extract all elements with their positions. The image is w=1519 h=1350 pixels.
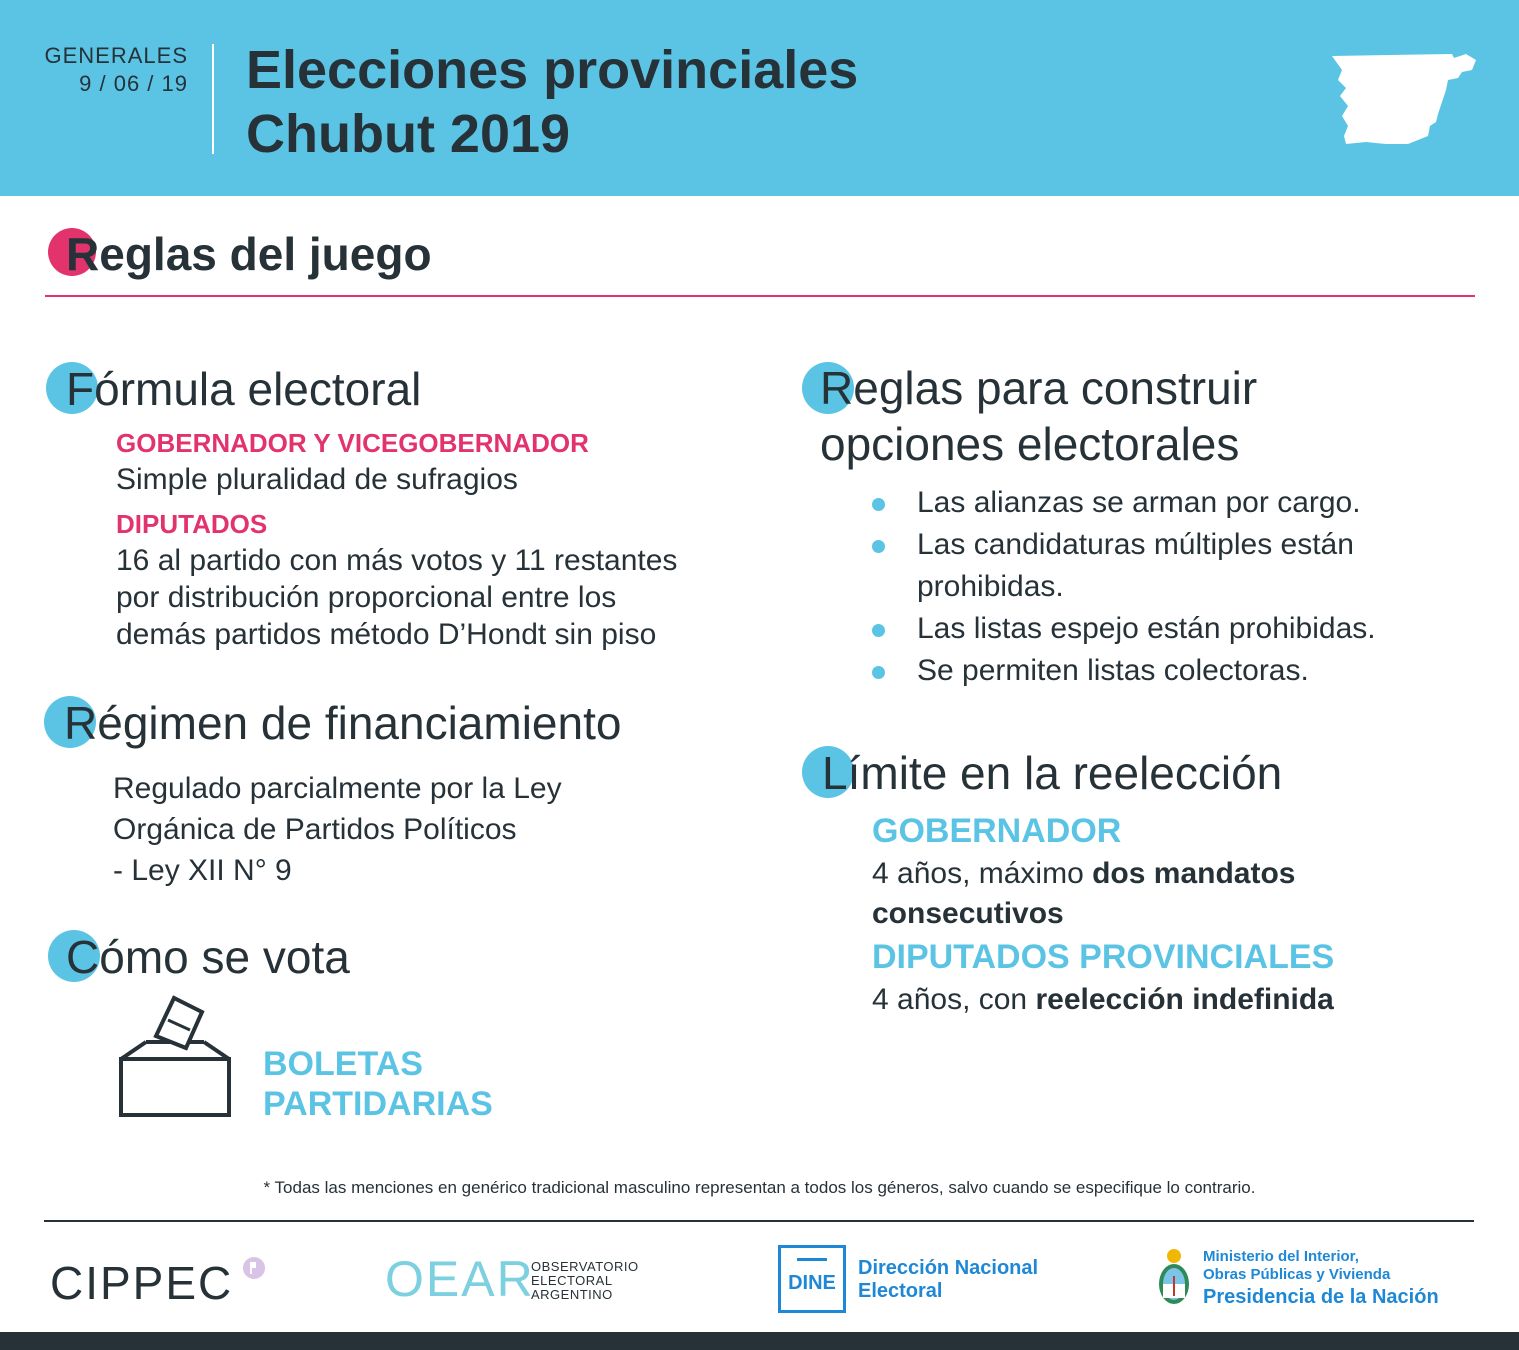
reelection-deputies-plain: 4 años, con xyxy=(872,983,1036,1016)
formula-deputies-line: demás partidos método D’Hondt sin piso xyxy=(116,618,657,651)
reelection-heading-initial: L xyxy=(822,747,848,799)
oear-logo xyxy=(385,1250,639,1308)
formula-heading-text: órmula electoral xyxy=(94,363,422,415)
oear-subtitle-line: OBSERVATORIO xyxy=(531,1259,639,1274)
list-item xyxy=(872,650,1472,692)
bullet-icon xyxy=(872,624,885,637)
coat-of-arms-icon xyxy=(1154,1246,1194,1310)
options-heading xyxy=(802,360,1402,476)
bottom-bar xyxy=(0,1332,1519,1350)
formula-governor-text: Simple pluralidad de sufragios xyxy=(116,463,518,496)
election-date: 9 / 06 / 19 xyxy=(79,71,188,96)
dine-logo-text: DINE xyxy=(788,1272,836,1294)
options-heading-text: eglas para construir xyxy=(853,362,1258,414)
financing-line: Regulado parcialmente por la Ley xyxy=(113,772,562,805)
footnote: * Todas las menciones en genérico tradicional masculino representan a todos los géneros, salvo cuando se especifique lo contrario. xyxy=(263,1178,1256,1197)
chubut-map-icon xyxy=(1326,50,1478,150)
ministry-name xyxy=(1203,1248,1439,1310)
oear-subtitle-line: ELECTORAL xyxy=(531,1273,613,1288)
reelection-deputies-bold: reelección indefinida xyxy=(1035,983,1334,1016)
reelection-governor-label: GOBERNADOR xyxy=(872,812,1122,850)
ministry-line: Ministerio del Interior, xyxy=(1203,1248,1359,1265)
formula-deputies-line: 16 al partido con más votos y 11 restantes xyxy=(116,544,678,577)
reelection-governor-plain: 4 años, máximo xyxy=(872,857,1093,890)
oear-logo-subtitle xyxy=(531,1260,671,1302)
list-item-text: Las listas espejo están prohibidas. xyxy=(917,612,1376,645)
header-banner xyxy=(0,0,1519,196)
list-item-text: prohibidas. xyxy=(917,570,1064,603)
reelection-heading-text: ímite en la reelección xyxy=(847,747,1283,799)
oear-logo-text: OEAR xyxy=(385,1251,535,1307)
reelection-governor-bold: dos mandatos xyxy=(1092,857,1296,890)
ministry-line: Presidencia de la Nación xyxy=(1203,1286,1439,1308)
list-item-text: Las candidaturas múltiples están xyxy=(917,528,1354,561)
options-list xyxy=(872,482,1472,692)
list-item-text: Las alianzas se arman por cargo. xyxy=(917,486,1361,519)
formula-deputies-line: por distribución proporcional entre los xyxy=(116,581,617,614)
voting-heading xyxy=(48,928,350,986)
financing-heading xyxy=(44,694,622,752)
cippec-logo xyxy=(50,1256,233,1310)
cippec-logo-text: CIPPEC xyxy=(50,1257,234,1309)
financing-heading-initial: R xyxy=(64,697,98,749)
financing-line: Orgánica de Partidos Políticos xyxy=(113,813,517,846)
cippec-badge-icon xyxy=(242,1256,266,1280)
title-line-1: Elecciones provinciales xyxy=(246,40,859,100)
election-type: GENERALES xyxy=(44,43,188,68)
election-date-block xyxy=(44,42,188,98)
list-item xyxy=(872,608,1472,650)
rules-divider xyxy=(45,295,1475,297)
reelection-deputies-text xyxy=(872,981,1432,1018)
reelection-deputies-label: DIPUTADOS PROVINCIALES xyxy=(872,938,1335,976)
dine-logo xyxy=(778,1245,846,1313)
oear-subtitle-line: ARGENTINO xyxy=(531,1287,613,1302)
dine-name xyxy=(858,1257,1038,1303)
options-heading-text-line2: opciones electorales xyxy=(820,418,1240,470)
financing-line: - Ley XII N° 9 xyxy=(113,854,292,887)
list-item xyxy=(872,524,1472,608)
header-divider xyxy=(212,44,214,154)
title-line-2: Chubut 2019 xyxy=(246,104,571,164)
ballot-type xyxy=(263,1044,493,1124)
financing-heading-text: égimen de financiamiento xyxy=(97,697,622,749)
formula-governor-label: GOBERNADOR Y VICEGOBERNADOR xyxy=(116,428,589,458)
dine-logo-bar xyxy=(797,1258,827,1261)
formula-heading xyxy=(46,360,422,418)
ministry-line: Obras Públicas y Vivienda xyxy=(1203,1266,1391,1283)
dine-name-line: Dirección Nacional xyxy=(858,1257,1039,1279)
rules-heading-text: eglas del juego xyxy=(99,228,432,280)
bullet-icon xyxy=(872,666,885,679)
page-title xyxy=(246,38,858,166)
list-item xyxy=(872,482,1472,524)
voting-heading-initial: C xyxy=(66,931,100,983)
ballot-type-line: PARTIDARIAS xyxy=(263,1085,493,1123)
reelection-governor-bold: consecutivos xyxy=(872,897,1064,930)
ballot-box-icon xyxy=(116,994,234,1120)
list-item-text: Se permiten listas colectoras. xyxy=(917,654,1309,687)
ballot-type-line: BOLETAS xyxy=(263,1045,423,1083)
rules-heading xyxy=(48,226,432,282)
bullet-icon xyxy=(872,540,885,553)
formula-deputies-text xyxy=(116,542,756,653)
reelection-governor-text xyxy=(872,854,1432,934)
rules-heading-initial: R xyxy=(66,228,100,280)
bullet-icon xyxy=(872,498,885,511)
footer-divider xyxy=(44,1220,1474,1222)
options-heading-initial: R xyxy=(820,362,854,414)
dine-name-line: Electoral xyxy=(858,1280,943,1302)
voting-heading-text: ómo se vota xyxy=(99,931,350,983)
formula-deputies-label: DIPUTADOS xyxy=(116,509,268,539)
reelection-heading xyxy=(802,744,1283,802)
formula-heading-initial: F xyxy=(66,363,95,415)
financing-text xyxy=(113,768,753,891)
